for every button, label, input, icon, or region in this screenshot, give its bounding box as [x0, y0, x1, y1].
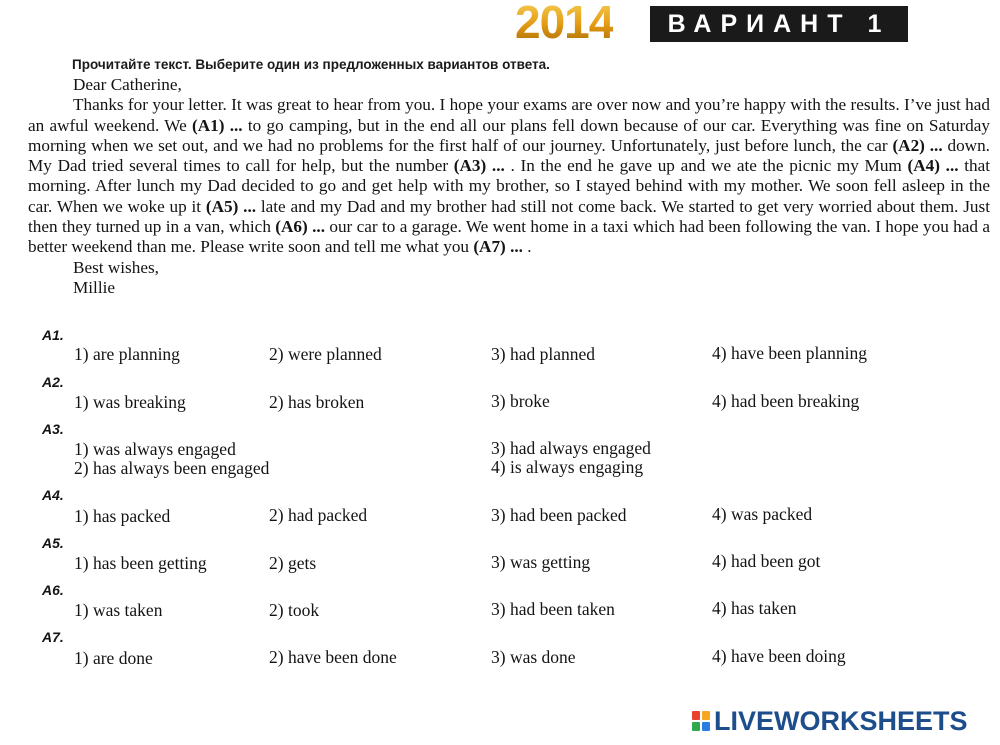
gap-a5: (A5) ...	[205, 196, 257, 216]
letter-closing: Best wishes,	[73, 257, 159, 277]
letter-body	[28, 95, 990, 257]
letter-text	[28, 75, 990, 298]
task-instruction: Прочитайте текст. Выберите один из предложенных вариантов ответа.	[72, 57, 550, 72]
answer-option[interactable]: 3) had always engaged	[491, 438, 651, 458]
answer-option[interactable]: 1) has been getting	[74, 553, 207, 573]
letter-segment: . In the end he gave up and we ate the picnic my Mum	[504, 156, 908, 176]
answer-option[interactable]: 1) has packed	[74, 506, 171, 526]
gap-a3: (A3) ...	[453, 156, 505, 176]
gap-a2: (A2) ...	[892, 135, 943, 155]
letter-segment: that morning. After lunch my Dad decided to go and get help with my brother, so I stayed behind with my mother. We soon fell asleep in the car. When we woke up it	[28, 156, 991, 216]
gap-a6: (A6) ...	[275, 217, 325, 237]
question-label-a5: A5.	[42, 535, 64, 551]
question-label-a7: A7.	[42, 629, 64, 645]
answer-option[interactable]: 4) had been breaking	[712, 391, 860, 411]
answer-option[interactable]: 3) had been packed	[491, 505, 627, 525]
letter-segment: to go camping, but in the end all our plans fell down because of our car. Everything was fine on Saturday morning when we set out, and we had no problems for the first half of our journey. Unfortunately, just before lunch, the car	[28, 115, 990, 155]
answer-option[interactable]: 2) had packed	[269, 505, 368, 525]
answer-option[interactable]: 1) was always engaged	[74, 439, 236, 459]
variant-badge: ВАРИАНТ 1	[650, 6, 908, 42]
answer-option[interactable]: 2) took	[269, 600, 320, 620]
answer-option[interactable]: 2) were planned	[269, 344, 382, 364]
answer-option[interactable]: 1) was breaking	[74, 392, 186, 412]
answer-option[interactable]: 3) was done	[491, 647, 576, 667]
letter-salutation: Dear Catherine,	[73, 75, 182, 94]
answer-option[interactable]: 4) have been planning	[712, 343, 868, 363]
letter-segment: down. My Dad tried several times to call for help, but the number	[28, 135, 990, 176]
answer-option[interactable]: 3) had planned	[491, 344, 595, 364]
letter-segment: .	[522, 237, 532, 257]
answer-option[interactable]: 2) has always been engaged	[74, 458, 270, 478]
question-label-a6: A6.	[42, 582, 64, 598]
question-label-a2: A2.	[42, 374, 64, 390]
answer-option[interactable]: 4) is always engaging	[491, 457, 644, 477]
answer-option[interactable]: 4) have been doing	[712, 646, 846, 666]
answer-option[interactable]: 3) had been taken	[491, 599, 615, 619]
letter-signature: Millie	[73, 277, 116, 297]
answer-option[interactable]: 2) have been done	[269, 647, 397, 667]
question-label-a1: A1.	[42, 327, 64, 343]
gap-a7: (A7) ...	[473, 237, 523, 257]
gap-a4: (A4) ...	[907, 156, 959, 176]
liveworksheets-brand[interactable]	[692, 704, 992, 738]
answer-option[interactable]: 2) has broken	[269, 392, 365, 412]
answer-option[interactable]: 2) gets	[269, 553, 317, 573]
answer-option[interactable]: 3) was getting	[491, 552, 591, 572]
answer-option[interactable]: 4) was packed	[712, 504, 813, 524]
answer-option[interactable]: 4) had been got	[712, 551, 821, 571]
exam-header	[515, 0, 910, 48]
answer-option[interactable]: 1) are done	[74, 648, 153, 668]
letter-segment: our car to a garage. We went home in a taxi which had been following the van. I hope you had a better weekend than me. Please write soon and tell me what you	[28, 217, 990, 257]
question-label-a4: A4.	[42, 487, 64, 503]
answer-option[interactable]: 1) are planning	[74, 344, 180, 364]
liveworksheets-logo-icon	[692, 711, 710, 731]
letter-segment: late and my Dad and my brother had still not come back. We started to get very worried about them. Just then they turned up in a van, which	[28, 196, 990, 237]
gap-a1: (A1) ...	[191, 115, 243, 135]
answer-option[interactable]: 3) broke	[491, 391, 550, 411]
brand-name: LIVEWORKSHEETS	[714, 706, 968, 736]
exam-year: 2014	[515, 0, 614, 48]
answer-option[interactable]: 4) has taken	[712, 598, 797, 618]
letter-segment: Thanks for your letter. It was great to hear from you. I hope your exams are over now and you’re happy with the results. I’ve just had an awful weekend. We	[28, 95, 990, 135]
answer-option[interactable]: 1) was taken	[74, 600, 163, 620]
question-label-a3: A3.	[42, 421, 64, 437]
